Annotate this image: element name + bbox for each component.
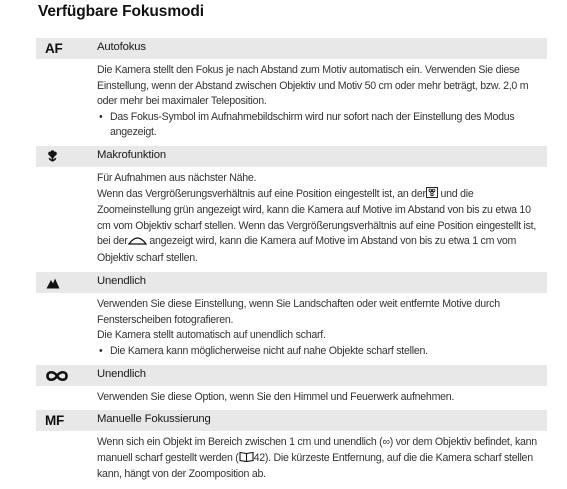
mode-name: Manuelle Fokussierung (97, 413, 211, 425)
description-paragraph: Die Kamera stellt den Fokus je nach Abstand zum Motiv automatisch ein. Verwenden Sie diese Einstellung, wenn der Abstand zwischen Objektiv und Motiv 50 cm oder mehr beträgt, bzw. 2,0 m oder mehr bei maximaler Teleposition. (97, 64, 529, 107)
description-paragraph (97, 435, 547, 483)
macro-flower-icon (46, 146, 59, 167)
mode-description (36, 431, 547, 483)
zoom-wide-triangle-icon (128, 234, 147, 251)
book-reference-icon (239, 451, 254, 468)
mode-header (36, 410, 547, 431)
text-run: angezeigt wird, kann die Kamera auf Motive im Abstand von bis zu etwa 1 cm vom Objektiv scharf stellen. (97, 235, 517, 264)
bullet-note: • Das Fokus-Symbol im Aufnahmebildschirm wird nur sofort nach der Einstellung des Modus angezeigt. (97, 110, 547, 141)
text-run: Wenn das Vergrößerungsverhältnis auf eine Position eingestellt ist, an der (97, 187, 426, 200)
mode-name: Makrofunktion (97, 149, 167, 161)
mode-description (36, 293, 547, 359)
text-run: ). Die kürzeste Entfernung, auf die die Kamera scharf stellen kann, hängt von der Zoomposition ab. (97, 451, 533, 480)
text-run: und die Zoomeinstellung grün angezeigt wird, kann die Kamera auf Motive im Abstand von bis zu etwa 10 cm vom Objektiv scharf stellen. Wenn das Vergrößerungsverhältnis auf eine Position eingestellt ist, bei der (97, 187, 537, 247)
description-paragraph (97, 187, 547, 267)
description-paragraph: Für Aufnahmen aus nächster Nähe. (97, 172, 257, 184)
mode-header (36, 146, 547, 167)
page-title: Verfügbare Fokusmodi (38, 3, 204, 20)
description-paragraph: Verwenden Sie diese Option, wenn Sie den Himmel und Feuerwerk aufnehmen. (97, 391, 455, 403)
mode-manual-focus (36, 410, 547, 483)
text-run: Wenn sich ein Objekt im Bereich zwischen 1 cm und unendlich (∞) vor dem Objektiv befindet, kann manuell scharf gestellt werden ( (97, 436, 537, 464)
infinity-icon (45, 365, 69, 386)
mode-header (36, 38, 547, 59)
page-reference[interactable]: 42 (253, 451, 265, 464)
mode-description (36, 386, 547, 406)
mode-header (36, 365, 547, 386)
mode-description (36, 59, 547, 141)
mountain-icon (46, 272, 60, 293)
description-paragraph: Die Kamera stellt automatisch auf unendlich scharf. (97, 329, 326, 341)
mode-autofocus (36, 38, 547, 141)
mode-macro (36, 146, 547, 266)
mode-name: Autofokus (97, 41, 146, 53)
mode-name: Unendlich (97, 275, 146, 287)
mode-landscape-infinity (36, 272, 547, 359)
mode-header (36, 272, 547, 293)
mode-infinity (36, 365, 547, 406)
bullet-note: • Die Kamera kann möglicherweise nicht auf nahe Objekte scharf stellen. (97, 344, 547, 360)
af-icon: AF (45, 41, 63, 56)
mode-description (36, 167, 547, 266)
mode-name: Unendlich (97, 368, 146, 380)
description-paragraph: Verwenden Sie diese Einstellung, wenn Sie Landschaften oder weit entfernte Motive durch Fensterscheiben fotografieren. (97, 298, 500, 326)
mf-icon: MF (45, 413, 64, 428)
macro-flower-icon (426, 187, 438, 204)
